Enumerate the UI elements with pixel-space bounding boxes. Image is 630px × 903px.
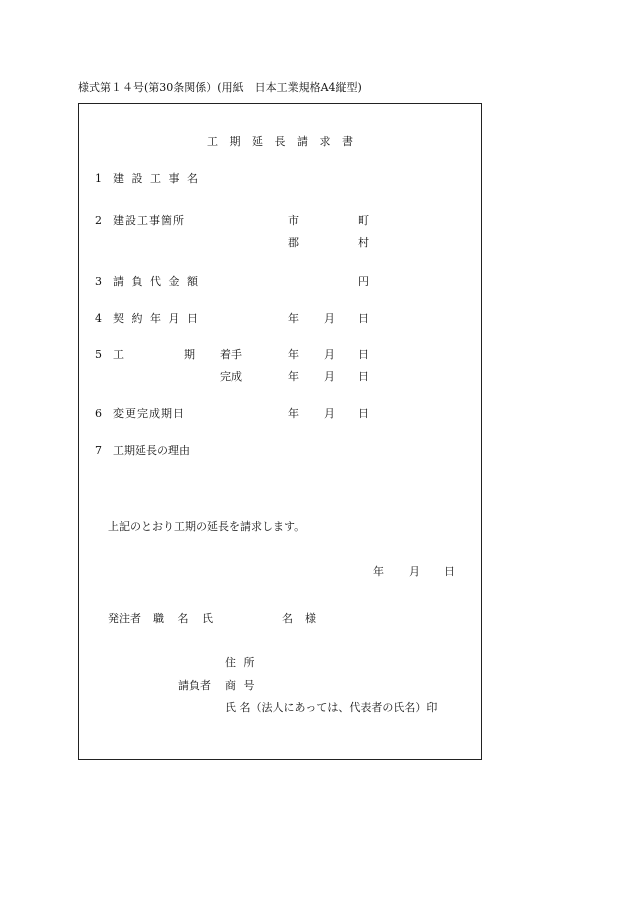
item-2-label: 建設工事箇所 [113,214,185,227]
item-5-end-day: 日 [358,370,369,383]
contractor-label: 請負者 [178,679,211,692]
orderer-title-label: 職 名 氏 [153,612,218,625]
item-7-number: 7 [95,444,102,457]
item-3-number: 3 [95,275,102,288]
orderer-honorific: 様 [305,612,316,625]
item-5-start-label: 着手 [220,348,242,361]
item-2-town: 町 [358,214,369,227]
form-title: 工 期 延 長 請 求 書 [207,135,357,148]
item-1-label: 建 設 工 事 名 [113,172,200,185]
item-3-unit: 円 [358,275,369,288]
item-6-year: 年 [288,407,299,420]
item-4-number: 4 [95,312,102,325]
item-7-label: 工期延長の理由 [113,444,190,457]
form-frame [78,103,482,760]
item-6-label: 変更完成期日 [113,407,185,420]
orderer-label: 発注者 [108,612,141,625]
item-5-end-year: 年 [288,370,299,383]
item-5-end-label: 完成 [220,370,242,383]
contractor-trade-name-label: 商 号 [225,679,257,692]
item-2-number: 2 [95,214,102,227]
request-date-year: 年 [373,565,384,578]
item-5-label-b: 期 [184,348,195,361]
contractor-name-label: 氏 名（法人にあっては、代表者の氏名）印 [225,701,438,714]
item-5-end-month: 月 [324,370,335,383]
request-statement: 上記のとおり工期の延長を請求します。 [108,520,306,533]
contractor-address-label: 住 所 [225,656,257,669]
item-2-county: 郡 [288,236,299,249]
item-1-number: 1 [95,172,102,185]
item-6-month: 月 [324,407,335,420]
item-6-number: 6 [95,407,102,420]
item-3-label: 請 負 代 金 額 [113,275,200,288]
request-date-month: 月 [409,565,420,578]
item-4-month: 月 [324,312,335,325]
item-5-number: 5 [95,348,102,361]
item-5-start-month: 月 [324,348,335,361]
item-2-city: 市 [288,214,299,227]
item-2-village: 村 [358,236,369,249]
item-4-year: 年 [288,312,299,325]
item-6-day: 日 [358,407,369,420]
form-caption: 様式第１４号(第30条関係）(用紙 日本工業規格A4縦型) [78,81,362,94]
request-date-day: 日 [444,565,455,578]
item-5-label-a: 工 [113,348,124,361]
item-4-day: 日 [358,312,369,325]
item-5-start-year: 年 [288,348,299,361]
item-4-label: 契 約 年 月 日 [113,312,200,325]
orderer-name-label: 名 [282,612,293,625]
item-5-start-day: 日 [358,348,369,361]
